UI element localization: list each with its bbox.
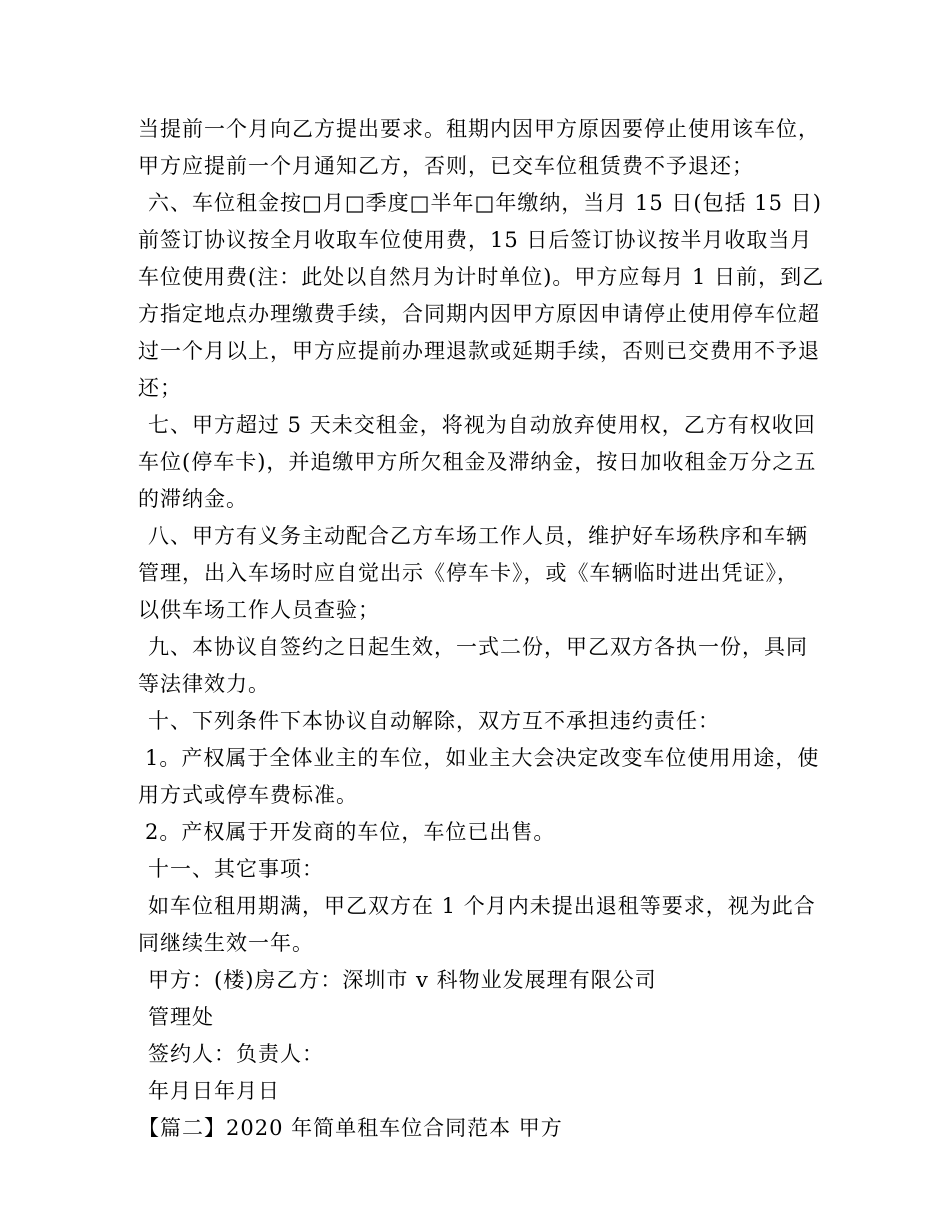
clause-7-heading: 七、甲方超过 5 天未交租金，将视为自动放弃使用权，乙方有权收回 [148,413,816,437]
text-line: 甲方应提前一个月通知乙方，否则，已交车位租赁费不予退还； [138,154,754,178]
text-line: 等法律效力。 [138,672,270,696]
text-line: 如车位租用期满，甲乙双方在 1 个月内未提出退租等要求，视为此合 [148,894,816,918]
clause-11-heading: 十一、其它事项： [148,857,324,881]
party-line: 甲方：(楼)房乙方：深圳市 v 科物业发展理有限公司 [148,968,657,992]
text-line: 同继续生效一年。 [138,931,314,955]
text-line: 方指定地点办理缴费手续，合同期内因甲方原因申请停止使用停车位超 [138,302,820,326]
list-item-2: 2。产权属于开发商的车位，车位已出售。 [145,820,556,844]
text-line: 当提前一个月向乙方提出要求。租期内因甲方原因要停止使用该车位， [138,117,820,141]
text-line: 以供车场工作人员查验； [138,598,380,622]
section-title: 【篇二】2020 年简单租车位合同范本 甲方 [138,1116,563,1140]
text-line: 管理，出入车场时应自觉出示《停车卡》，或《车辆临时进出凭证》， [138,561,799,585]
text-line: 车位(停车卡)，并追缴甲方所欠租金及滞纳金，按日加收租金万分之五 [138,450,817,474]
text-line: 用方式或停车费标准。 [138,783,358,807]
clause-8-heading: 八、甲方有义务主动配合乙方车场工作人员，维护好车场秩序和车辆 [148,524,808,548]
text-line: 车位使用费(注：此处以自然月为计时单位)。甲方应每月 1 日前，到乙 [138,265,825,289]
date-line: 年月日年月日 [148,1079,280,1103]
clause-10-heading: 十、下列条件下本协议自动解除，双方互不承担违约责任： [148,709,720,733]
clause-6-heading: 六、车位租金按□月□季度□半年□年缴纳，当月 15 日(包括 15 日) [148,191,822,215]
text-line: 过一个月以上，甲方应提前办理退款或延期手续，否则已交费用不予退 [138,339,820,363]
list-item-1: 1。产权属于全体业主的车位，如业主大会决定改变车位使用用途，使 [145,746,820,770]
text-line: 还； [138,376,182,400]
text-line: 前签订协议按全月收取车位使用费，15 日后签订协议按半月收取当月 [138,228,813,252]
clause-9-heading: 九、本协议自签约之日起生效，一式二份，甲乙双方各执一份，具同 [148,635,808,659]
text-line: 的滞纳金。 [138,487,248,511]
management-office: 管理处 [148,1005,214,1029]
signatory-line: 签约人：负责人： [148,1042,324,1066]
